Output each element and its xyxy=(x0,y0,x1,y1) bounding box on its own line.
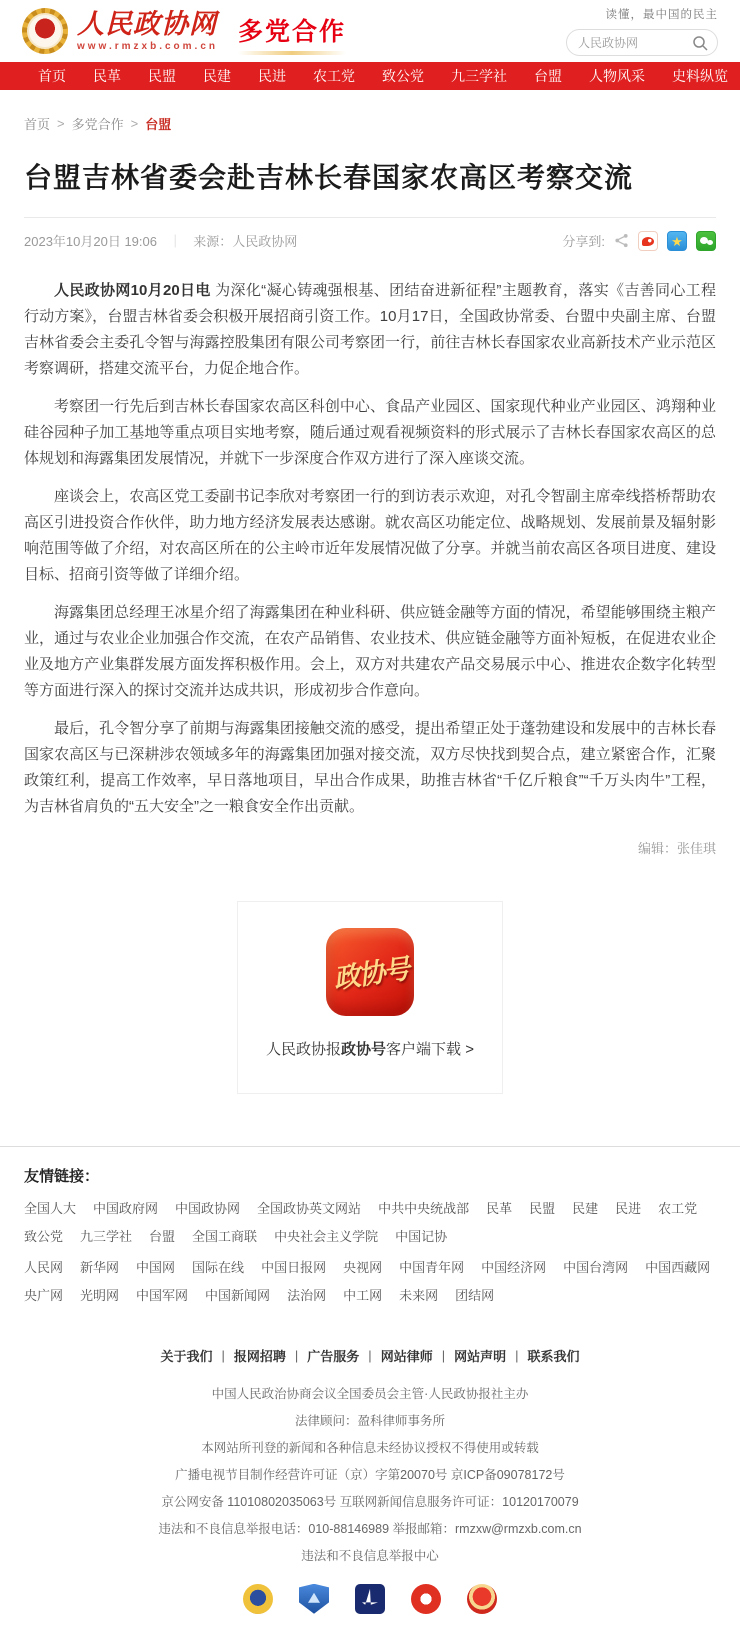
footer-nav xyxy=(0,1346,740,1365)
app-download-banner[interactable] xyxy=(237,901,503,1094)
list-separator: | xyxy=(368,1347,372,1363)
police-badge-icon[interactable] xyxy=(243,1584,273,1614)
friend-link[interactable]: 团结网 xyxy=(455,1287,495,1303)
paragraph-text: 座谈会上，农高区党工委副书记李欣对考察团一行的到访表示欢迎，对孔令智副主席牵线搭桥帮助农高区引进投资合作伙伴，助力地方经济发展表达感谢。就农高区功能定位、战略规划、发展前景及辐射影响范围等做了介绍，对农高区所在的公主岭市近年发展情况做了分享。并就当前农高区各项目进度、建设目标、招商引资等做了详细介绍。 xyxy=(24,487,716,583)
article-meta-row xyxy=(0,218,740,264)
nav-item[interactable]: 农工党 xyxy=(313,68,355,84)
breadcrumb xyxy=(0,90,740,133)
nav-item[interactable]: 民建 xyxy=(203,68,231,84)
article-paragraph xyxy=(24,600,716,704)
nav-item[interactable]: 九三学社 xyxy=(451,68,507,84)
friend-link[interactable]: 中国台湾网 xyxy=(563,1259,629,1275)
friend-link[interactable]: 中央社会主义学院 xyxy=(274,1228,379,1244)
friend-link[interactable]: 中国新闻网 xyxy=(205,1287,271,1303)
footer-line: 违法和不良信息举报电话：010-88146989 举报邮箱：rmzxw@rmzxb.com.cn xyxy=(158,1521,582,1536)
article-source[interactable]: 人民政协网 xyxy=(232,234,298,250)
article-paragraph xyxy=(24,484,716,588)
friend-link[interactable]: 国际在线 xyxy=(192,1259,245,1275)
friend-links-row-1 xyxy=(24,1198,716,1245)
footer-badges xyxy=(0,1584,740,1614)
channel-title[interactable]: 多党合作 xyxy=(238,12,346,55)
friend-links-row-2 xyxy=(24,1257,716,1304)
wechat-share-icon[interactable] xyxy=(696,231,716,251)
app-caption-bold: 政协号 xyxy=(341,1040,387,1058)
friend-links-section xyxy=(0,1147,740,1320)
cppcc-emblem-logo xyxy=(22,8,68,54)
share-icon[interactable] xyxy=(614,233,629,248)
friend-link[interactable]: 中国记协 xyxy=(395,1228,448,1244)
paragraph-text: 考察团一行先后到吉林长春国家农高区科创中心、食品产业园区、国家现代种业产业园区、鸿翔种业硅谷园种子加工基地等重点项目实地考察，随后通过观看视频资料的形式展示了吉林长春国家农高区的总体规划和海露集团发展情况，并就下一步深度合作双方进行了深入座谈交流。 xyxy=(24,397,716,467)
friend-link[interactable]: 中国网 xyxy=(136,1259,176,1275)
site-footer xyxy=(0,1346,740,1614)
site-logo-title[interactable]: 人民政协网 xyxy=(77,8,217,40)
footer-line: 广播电视节目制作经营许可证（京）字第20070号 京ICP备09078172号 xyxy=(175,1467,565,1482)
article-body xyxy=(0,264,740,820)
friend-link[interactable]: 中国经济网 xyxy=(481,1259,547,1275)
friend-link[interactable]: 九三学社 xyxy=(80,1228,133,1244)
report-hotline-icon[interactable] xyxy=(411,1584,441,1614)
footer-nav-item[interactable]: 联系我们 xyxy=(527,1348,580,1364)
meta-separator: ｜ xyxy=(168,234,182,250)
share-row xyxy=(562,231,716,251)
report-center-sail-icon[interactable] xyxy=(355,1584,385,1614)
friend-link[interactable]: 全国工商联 xyxy=(192,1228,258,1244)
share-label: 分享到: xyxy=(562,234,605,250)
friend-link[interactable]: 农工党 xyxy=(658,1200,698,1216)
article-paragraph xyxy=(24,394,716,472)
article-paragraph xyxy=(24,278,716,382)
paragraph-lead: 人民政协网10月20日电 xyxy=(54,281,216,299)
friend-link[interactable]: 中国政府网 xyxy=(93,1200,159,1216)
nav-item[interactable]: 史料纵览 xyxy=(672,68,728,84)
nav-item[interactable]: 致公党 xyxy=(382,68,424,84)
footer-line: 本网站所刊登的新闻和各种信息未经协议授权不得使用或转载 xyxy=(201,1440,539,1455)
friend-link[interactable]: 人民网 xyxy=(24,1259,64,1275)
security-shield-icon[interactable] xyxy=(299,1584,329,1614)
friend-link[interactable]: 央广网 xyxy=(24,1287,64,1303)
footer-nav-item[interactable]: 报网招聘 xyxy=(233,1348,286,1364)
nav-item[interactable]: 台盟 xyxy=(534,68,562,84)
friend-links-title: 友情链接： xyxy=(24,1167,100,1185)
site-tagline: 读懂，最中国的民主 xyxy=(605,9,718,21)
friend-link[interactable]: 民进 xyxy=(615,1200,642,1216)
nav-item[interactable]: 民盟 xyxy=(148,68,176,84)
friend-link[interactable]: 中国政协网 xyxy=(175,1200,241,1216)
friend-link[interactable]: 民盟 xyxy=(529,1200,556,1216)
friend-link[interactable]: 中工网 xyxy=(343,1287,383,1303)
paragraph-text: 海露集团总经理王冰星介绍了海露集团在种业科研、供应链金融等方面的情况，希望能够围绕主粮产业，通过与农业企业加强合作交流，在农产品销售、农业技术、供应链金融等方面补短板，在促进农业企业及地方产业集群发展方面发挥积极作用。会上，双方对共建农产品交易展示中心、推进农企数字化转型等方面进行深入的探讨交流并达成共识，形成初步合作意向。 xyxy=(24,603,716,699)
friend-link[interactable]: 民革 xyxy=(486,1200,513,1216)
list-separator: > xyxy=(57,116,65,131)
search-icon[interactable] xyxy=(692,35,708,51)
nav-item[interactable]: 民革 xyxy=(93,68,121,84)
friend-link[interactable]: 全国政协英文网站 xyxy=(257,1200,362,1216)
list-separator: | xyxy=(515,1347,519,1363)
editor-byline: 编辑：张佳琪 xyxy=(637,840,716,856)
internet-society-badge-icon[interactable] xyxy=(467,1584,497,1614)
friend-link[interactable]: 中国军网 xyxy=(136,1287,189,1303)
friend-link[interactable]: 中国日报网 xyxy=(261,1259,327,1275)
friend-link[interactable]: 全国人大 xyxy=(24,1200,77,1216)
list-separator: > xyxy=(130,116,139,131)
nav-item[interactable]: 民进 xyxy=(258,68,286,84)
friend-link[interactable]: 致公党 xyxy=(24,1228,64,1244)
friend-link[interactable]: 中国青年网 xyxy=(399,1259,465,1275)
site-header xyxy=(0,0,740,62)
breadcrumb-item[interactable]: 多党合作 xyxy=(71,117,124,132)
breadcrumb-item[interactable]: 首页 xyxy=(24,117,51,132)
zhengxiehao-app-icon[interactable] xyxy=(326,928,414,1016)
app-caption-suffix: 客户端下载 > xyxy=(386,1040,474,1058)
article xyxy=(0,133,740,1094)
weibo-share-icon[interactable] xyxy=(638,231,658,251)
friend-link[interactable]: 民建 xyxy=(572,1200,599,1216)
footer-lines xyxy=(0,1381,740,1570)
app-caption-prefix: 人民政协报 xyxy=(266,1040,342,1058)
friend-link[interactable]: 光明网 xyxy=(80,1287,120,1303)
article-paragraph xyxy=(24,716,716,820)
friend-link[interactable]: 法治网 xyxy=(287,1287,327,1303)
app-download-caption[interactable] xyxy=(238,1038,502,1059)
footer-nav-item[interactable]: 关于我们 xyxy=(160,1348,213,1364)
paragraph-text: 最后，孔令智分享了前期与海露集团接触交流的感受，提出希望正处于蓬勃建设和发展中的吉林长春国家农高区与已深耕涉农领域多年的海露集团加强对接交流，双方尽快找到契合点，建立紧密合作，汇聚政策红利，提高工作效率，早日落地项目，早出合作成果，助推吉林省“千亿斤粮食”“千万头肉牛”工程，为吉林省肩负的“五大安全”之一粮食安全作出贡献。 xyxy=(24,719,716,815)
site-logo-url: www.rmzxb.com.cn xyxy=(77,40,218,52)
main-nav xyxy=(0,62,740,90)
article-date: 2023年10月20日 19:06 xyxy=(24,234,157,250)
footer-nav-item[interactable]: 网站律师 xyxy=(380,1348,433,1364)
breadcrumb-item[interactable]: 台盟 xyxy=(145,117,172,132)
search-box[interactable] xyxy=(566,29,718,56)
footer-line: 京公网安备 11010802035063号 互联网新闻信息服务许可证：10120170079 xyxy=(161,1494,579,1509)
article-source-label: 来源： xyxy=(193,234,233,250)
footer-line: 法律顾问：盈科律师事务所 xyxy=(294,1413,445,1428)
list-separator: | xyxy=(294,1347,299,1363)
friend-link[interactable]: 央视网 xyxy=(343,1259,383,1275)
friend-link[interactable]: 中国西藏网 xyxy=(645,1259,711,1275)
list-separator: | xyxy=(221,1347,225,1363)
footer-line: 中国人民政治协商会议全国委员会主管·人民政协报社主办 xyxy=(211,1386,529,1401)
friend-link[interactable]: 台盟 xyxy=(149,1228,176,1244)
search-input[interactable] xyxy=(567,30,685,55)
list-separator: | xyxy=(441,1347,446,1363)
paragraph-text: 为深化“凝心铸魂强根基、团结奋进新征程”主题教育，落实《吉善同心工程行动方案》，台盟吉林省委会积极开展招商引资工作。10月17日，全国政协常委、台盟中央副主席、台盟吉林省委会主委孔令智与海露控股集团有限公司考察团一行，前往吉林长春国家农业高新技术产业示范区考察调研，搭建交流平台，力促企地合作。 xyxy=(24,281,716,377)
app-icon-text: 政协号 xyxy=(331,954,410,996)
footer-nav-item[interactable]: 网站声明 xyxy=(454,1348,507,1364)
nav-item[interactable]: 人物风采 xyxy=(589,68,645,84)
qzone-share-icon[interactable]: ★ xyxy=(667,231,687,251)
nav-item[interactable]: 首页 xyxy=(38,68,66,84)
friend-link[interactable]: 新华网 xyxy=(80,1259,120,1275)
friend-link[interactable]: 未来网 xyxy=(399,1287,439,1303)
footer-nav-item[interactable]: 广告服务 xyxy=(307,1348,360,1364)
article-title: 台盟吉林省委会赴吉林长春国家农高区考察交流 xyxy=(24,162,634,193)
footer-line: 违法和不良信息举报中心 xyxy=(301,1548,439,1563)
logo-area[interactable] xyxy=(22,8,346,54)
friend-link[interactable]: 中共中央统战部 xyxy=(378,1200,470,1216)
